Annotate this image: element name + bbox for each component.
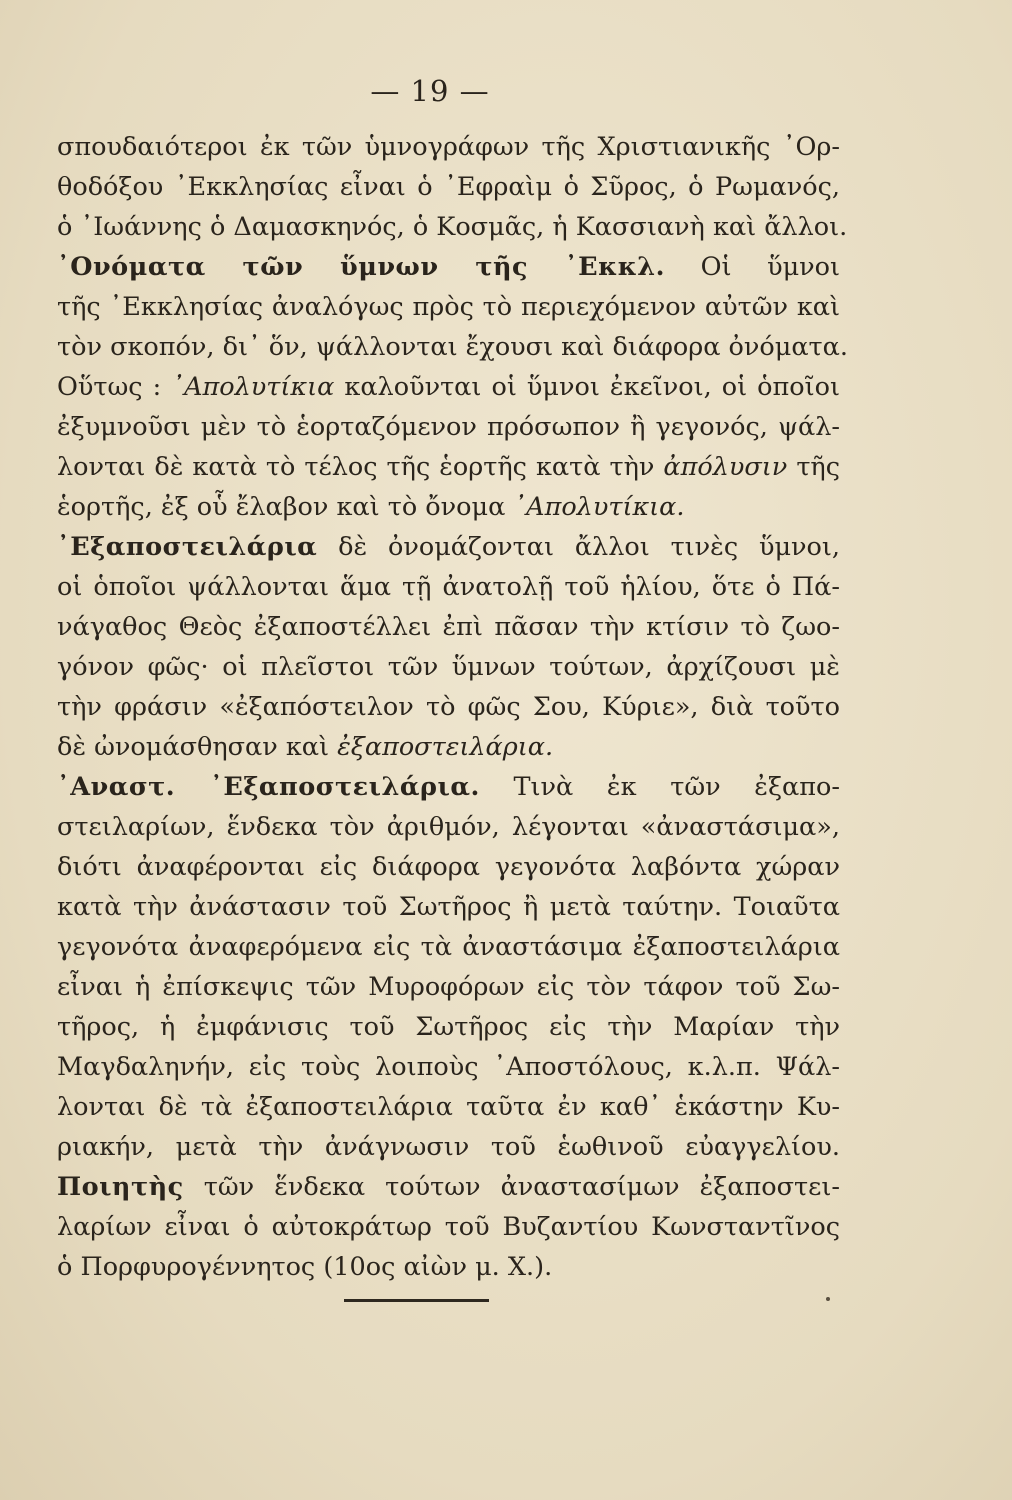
text-line — [57, 967, 840, 1007]
text-run: δὲ ὀνομάζονται ἄλλοι τινὲς ὕμνοι, — [317, 532, 840, 562]
text-run: τῆς — [787, 452, 840, 482]
text-run: ὁ Πορφυρογέννητος (10ος αἰὼν μ. Χ.). — [57, 1252, 553, 1282]
text-run: λονται δὲ τὰ ἐξαποστειλάρια ταῦτα ἐν καθ᾿ ἑκάστην Κυ- — [57, 1092, 840, 1122]
text-line — [57, 1247, 840, 1287]
text-run: ἑορτῆς, ἐξ οὗ ἔλαβον καὶ τὸ ὄνομα — [57, 492, 514, 522]
text-line — [57, 247, 840, 287]
text-run: τῶν ἕνδεκα τούτων ἀναστασίμων ἐξαποστει- — [183, 1172, 840, 1202]
text-line — [57, 1007, 840, 1047]
text-line — [57, 927, 840, 967]
section-heading: ᾿Εξαποστειλάρια — [57, 532, 318, 562]
text-line — [57, 407, 840, 447]
section-heading: Ποιητὴς — [57, 1172, 184, 1202]
text-run: ὁ ᾿Ιωάννης ὁ Δαμασκηνός, ὁ Κοσμᾶς, ἡ Κασσιανὴ καὶ ἄλλοι. — [57, 212, 848, 242]
text-line — [57, 727, 840, 767]
text-run: οἱ ὁποῖοι ψάλλονται ἅμα τῇ ἀνατολῇ τοῦ ἡλίου, ὅτε ὁ Πά- — [57, 572, 840, 602]
text-line — [57, 1127, 840, 1167]
text-run: γεγονότα ἀναφερόμενα εἰς τὰ ἀναστάσιμα ἐξαποστειλάρια — [57, 932, 840, 962]
section-rule — [344, 1299, 489, 1302]
emphasized-term: ἀπόλυσιν — [663, 452, 788, 482]
text-line — [57, 887, 840, 927]
text-run: εἶναι ἡ ἐπίσκεψις τῶν Μυροφόρων εἰς τὸν τάφον τοῦ Σω- — [57, 972, 840, 1002]
text-line — [57, 1207, 840, 1247]
text-run: κατὰ τὴν ἀνάστασιν τοῦ Σωτῆρος ἢ μετὰ ταύτην. Τοιαῦτα — [57, 892, 840, 922]
text-line — [57, 807, 840, 847]
text-line — [57, 847, 840, 887]
text-line — [57, 487, 840, 527]
emphasized-term: ἐξαποστειλάρια. — [337, 732, 554, 762]
text-line — [57, 687, 840, 727]
text-run: ἐξυμνοῦσι μὲν τὸ ἑορταζόμενον πρόσωπον ἢ γεγονός, ψάλ- — [57, 412, 840, 442]
text-run: διότι ἀναφέρονται εἰς διάφορα γεγονότα λαβόντα χώραν — [57, 852, 840, 882]
text-line — [57, 567, 840, 607]
text-run: Οὕτως : — [57, 372, 172, 402]
text-run: στειλαρίων, ἕνδεκα τὸν ἀριθμόν, λέγονται «ἀναστάσιμα», — [57, 812, 840, 842]
ink-speck — [826, 1297, 830, 1301]
page-number: — 19 — — [370, 74, 490, 108]
text-line — [57, 767, 840, 807]
text-run: Μαγδαληνήν, εἰς τοὺς λοιποὺς ᾿Αποστόλους, κ.λ.π. Ψάλ- — [57, 1052, 840, 1082]
text-run: θοδόξου ᾿Εκκλησίας εἶναι ὁ ᾿Εφραὶμ ὁ Σῦρος, ὁ Ρωμανός, — [57, 172, 840, 202]
text-line — [57, 207, 848, 247]
text-line — [57, 1047, 840, 1087]
text-run: τὴν φράσιν «ἐξαπόστειλον τὸ φῶς Σου, Κύριε», διὰ τοῦτο — [57, 692, 840, 722]
text-line — [57, 327, 848, 367]
text-run: Τινὰ ἐκ τῶν ἐξαπο- — [479, 772, 840, 802]
text-line — [57, 1167, 840, 1207]
text-run: γόνον φῶς· οἱ πλεῖστοι τῶν ὕμνων τούτων, ἀρχίζουσι μὲ — [57, 652, 840, 682]
text-run: καλοῦνται οἱ ὕμνοι ἐκεῖνοι, οἱ ὁποῖοι — [334, 372, 840, 402]
emphasized-term: ᾿Απολυτίκια. — [513, 492, 685, 522]
emphasized-term: ᾿Απολυτίκια — [171, 372, 335, 402]
body-text — [57, 127, 848, 1287]
text-line — [57, 647, 840, 687]
text-run: σπουδαιότεροι ἐκ τῶν ὑμνογράφων τῆς Χριστιανικῆς ᾿Ορ- — [57, 132, 840, 162]
text-run: δὲ ὠνομάσθησαν καὶ — [57, 732, 338, 762]
section-heading: ᾿Αναστ. ᾿Εξαποστειλάρια. — [57, 772, 480, 802]
text-line — [57, 527, 840, 567]
text-run: νάγαθος Θεὸς ἐξαποστέλλει ἐπὶ πᾶσαν τὴν κτίσιν τὸ ζωο- — [57, 612, 840, 642]
text-line — [57, 367, 840, 407]
text-line — [57, 127, 840, 167]
text-run: τῆς ᾿Εκκλησίας ἀναλόγως πρὸς τὸ περιεχόμενον αὐτῶν καὶ — [57, 292, 840, 322]
text-run: τῆρος, ἡ ἐμφάνισις τοῦ Σωτῆρος εἰς τὴν Μαρίαν τὴν — [57, 1012, 840, 1042]
text-line — [57, 447, 840, 487]
text-line — [57, 1087, 840, 1127]
text-line — [57, 287, 840, 327]
text-run: λαρίων εἶναι ὁ αὐτοκράτωρ τοῦ Βυζαντίου Κωνσταντῖνος — [57, 1212, 840, 1242]
text-line — [57, 167, 840, 207]
text-run: τὸν σκοπόν, δι᾿ ὅν, ψάλλονται ἔχουσι καὶ διάφορα ὀνόματα. — [57, 332, 848, 362]
text-run: Οἱ ὕμνοι — [665, 252, 840, 282]
text-run: ριακήν, μετὰ τὴν ἀνάγνωσιν τοῦ ἑωθινοῦ εὐαγγελίου. — [57, 1132, 840, 1162]
text-run: λονται δὲ κατὰ τὸ τέλος τῆς ἑορτῆς κατὰ τὴν — [57, 452, 664, 482]
text-line — [57, 607, 840, 647]
section-heading: ᾿Ονόματα τῶν ὕμνων τῆς ᾿Εκκλ. — [57, 252, 666, 282]
